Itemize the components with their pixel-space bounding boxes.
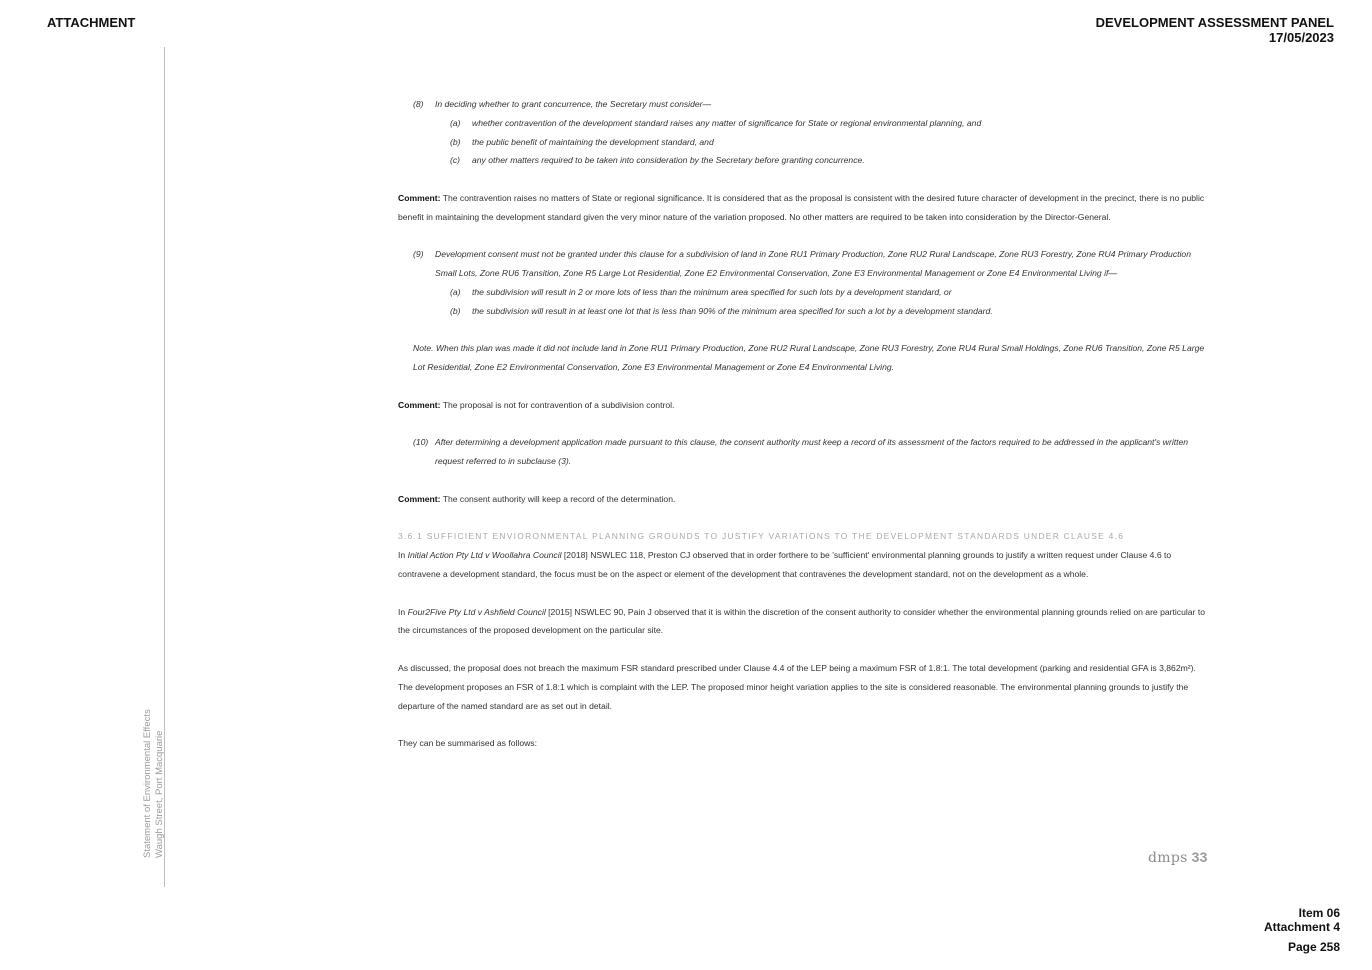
comment-text: The consent authority will keep a record of the determination. bbox=[440, 493, 676, 504]
comment-label: Comment: bbox=[398, 399, 441, 410]
comment-text: The proposal is not for contravention of a subdivision control. bbox=[440, 399, 675, 410]
panel-date: 17/05/2023 bbox=[1268, 30, 1334, 45]
comment-paragraph bbox=[398, 490, 1206, 509]
clause-number: (10) bbox=[413, 437, 429, 448]
side-caption-line1: Statement of Environmental Effects bbox=[142, 709, 153, 858]
panel-title: DEVELOPMENT ASSESSMENT PANEL bbox=[1095, 15, 1334, 30]
clause-subitem bbox=[413, 302, 1206, 321]
side-caption bbox=[142, 709, 166, 858]
footer-attachment: Attachment 4 bbox=[1263, 920, 1340, 934]
comment-paragraph bbox=[398, 396, 1206, 415]
body-paragraph: In Initial Action Pty Ltd v Woollahra Council [2018] NSWLEC 118, Preston CJ observed that in order forthere to be 'sufficient' environmental planning grounds to justify a written request under Clause 4.6 to contravene a development standard, the focus must be on the aspect or element of the development that contravenes the development standard, not on the development as a whole. bbox=[398, 550, 1172, 579]
page-footer bbox=[1264, 906, 1340, 954]
document-page-number: 33 bbox=[1191, 849, 1208, 865]
side-caption-line2: Waugh Street, Port Macquarie bbox=[154, 730, 165, 858]
case-citation: Initial Action Pty Ltd v Woollahra Council bbox=[407, 550, 562, 561]
comment-text: The contravention raises no matters of State or regional significance. It is considered that as the proposal is consistent with the desired future character of development in the precinct, there is no public benefit in maintaining the development standard given the very minor nature of the variation proposed. No other matters are required to be taken into consideration by the Director-General. bbox=[398, 192, 1205, 222]
comment-paragraph bbox=[398, 189, 1206, 227]
body-paragraph: In Four2Five Pty Ltd v Ashfield Council [2015] NSWLEC 90, Pain J observed that it is within the discretion of the consent authority to consider whether the environmental planning grounds relied on are particular to the circumstances of the proposed development on the particular site. bbox=[398, 606, 1205, 636]
logo-brand: dmps bbox=[1148, 850, 1188, 866]
subitem-label: (a) bbox=[450, 286, 461, 297]
clause-subitem bbox=[413, 114, 1206, 133]
clause-10 bbox=[398, 433, 1206, 471]
case-citation: Four2Five Pty Ltd v Ashfield Council bbox=[407, 606, 546, 617]
clause-8 bbox=[398, 95, 1206, 170]
footer-page: Page 258 bbox=[1287, 940, 1340, 954]
footer-item: Item 06 bbox=[1298, 906, 1340, 920]
clause-9 bbox=[398, 245, 1206, 320]
clause-subitem bbox=[413, 133, 1206, 152]
subitem-label: (b) bbox=[450, 305, 461, 316]
dmps-logo bbox=[1148, 849, 1208, 866]
note-paragraph: Note. When this plan was made it did not include land in Zone RU1 Primary Production, Zone RU2 Rural Landscape, Zone RU3 Forestry, Zone RU4 Rural Small Holdings, Zone RU6 Transition, Zone R5 Large Lot Residential, Zone E2 Environmental Conservation, Zone E3 Environmental Management or Zone E4 Environmental Living. bbox=[413, 343, 1205, 373]
comment-label: Comment: bbox=[398, 493, 441, 504]
subitem-text: the subdivision will result in 2 or more lots of less than the minimum area specified for such lots by a development standard, or bbox=[472, 286, 952, 297]
panel-header bbox=[1096, 15, 1334, 45]
clause-number: (8) bbox=[413, 99, 424, 109]
document-body bbox=[398, 95, 1206, 753]
body-paragraph: They can be summarised as follows: bbox=[398, 738, 537, 749]
clause-subitem bbox=[413, 283, 1206, 302]
subitem-text: the public benefit of maintaining the development standard, and bbox=[472, 136, 714, 147]
subitem-label: (a) bbox=[450, 117, 461, 128]
subitem-text: whether contravention of the development standard raises any matter of significance for State or regional environmental planning, and bbox=[472, 117, 982, 128]
subitem-label: (b) bbox=[450, 136, 461, 147]
subitem-label: (c) bbox=[450, 155, 461, 166]
comment-label: Comment: bbox=[398, 192, 441, 203]
clause-subitem bbox=[413, 151, 1206, 170]
subitem-text: any other matters required to be taken into consideration by the Secretary before granting concurrence. bbox=[472, 155, 865, 166]
attachment-label: ATTACHMENT bbox=[47, 15, 136, 30]
clause-text: Development consent must not be granted under this clause for a subdivision of land in Zone RU1 Primary Production, Zone RU2 Rural Landscape, Zone RU3 Forestry, Zone RU4 Primary Production Small Lots, Zone RU6 Transition, Zone R5 Large Lot Residential, Zone E2 Environmental Conservation, Zone E3 Environmental Management or Zone E4 Environmental Living if— bbox=[435, 249, 1191, 279]
clause-number: (9) bbox=[413, 249, 424, 260]
section-heading: 3.6.1 SUFFICIENT ENVIORONMENTAL PLANNING GROUNDS TO JUSTIFY VARIATIONS TO THE DEVELOPMENT STANDARDS UNDER CLAUSE 4.6 bbox=[398, 531, 1125, 542]
subitem-text: the subdivision will result in at least one lot that is less than 90% of the minimum area specified for such a lot by a development standard. bbox=[472, 305, 993, 316]
body-paragraph: As discussed, the proposal does not breach the maximum FSR standard prescribed under Clause 4.4 of the LEP being a maximum FSR of 1.8:1. The total development (parking and residential GFA is 3,862m²). The development proposes an FSR of 1.8:1 which is complaint with the LEP. The proposed minor height variation applies to the site is considered reasonable. The environmental planning grounds to justify the departure of the named standard are as set out in detail. bbox=[398, 662, 1196, 711]
clause-text: After determining a development application made pursuant to this clause, the consent authority must keep a record of its assessment of the factors required to be addressed in the applicant's written request referred to in subclause (3). bbox=[435, 437, 1189, 467]
clause-text: In deciding whether to grant concurrence, the Secretary must consider— bbox=[435, 99, 712, 109]
